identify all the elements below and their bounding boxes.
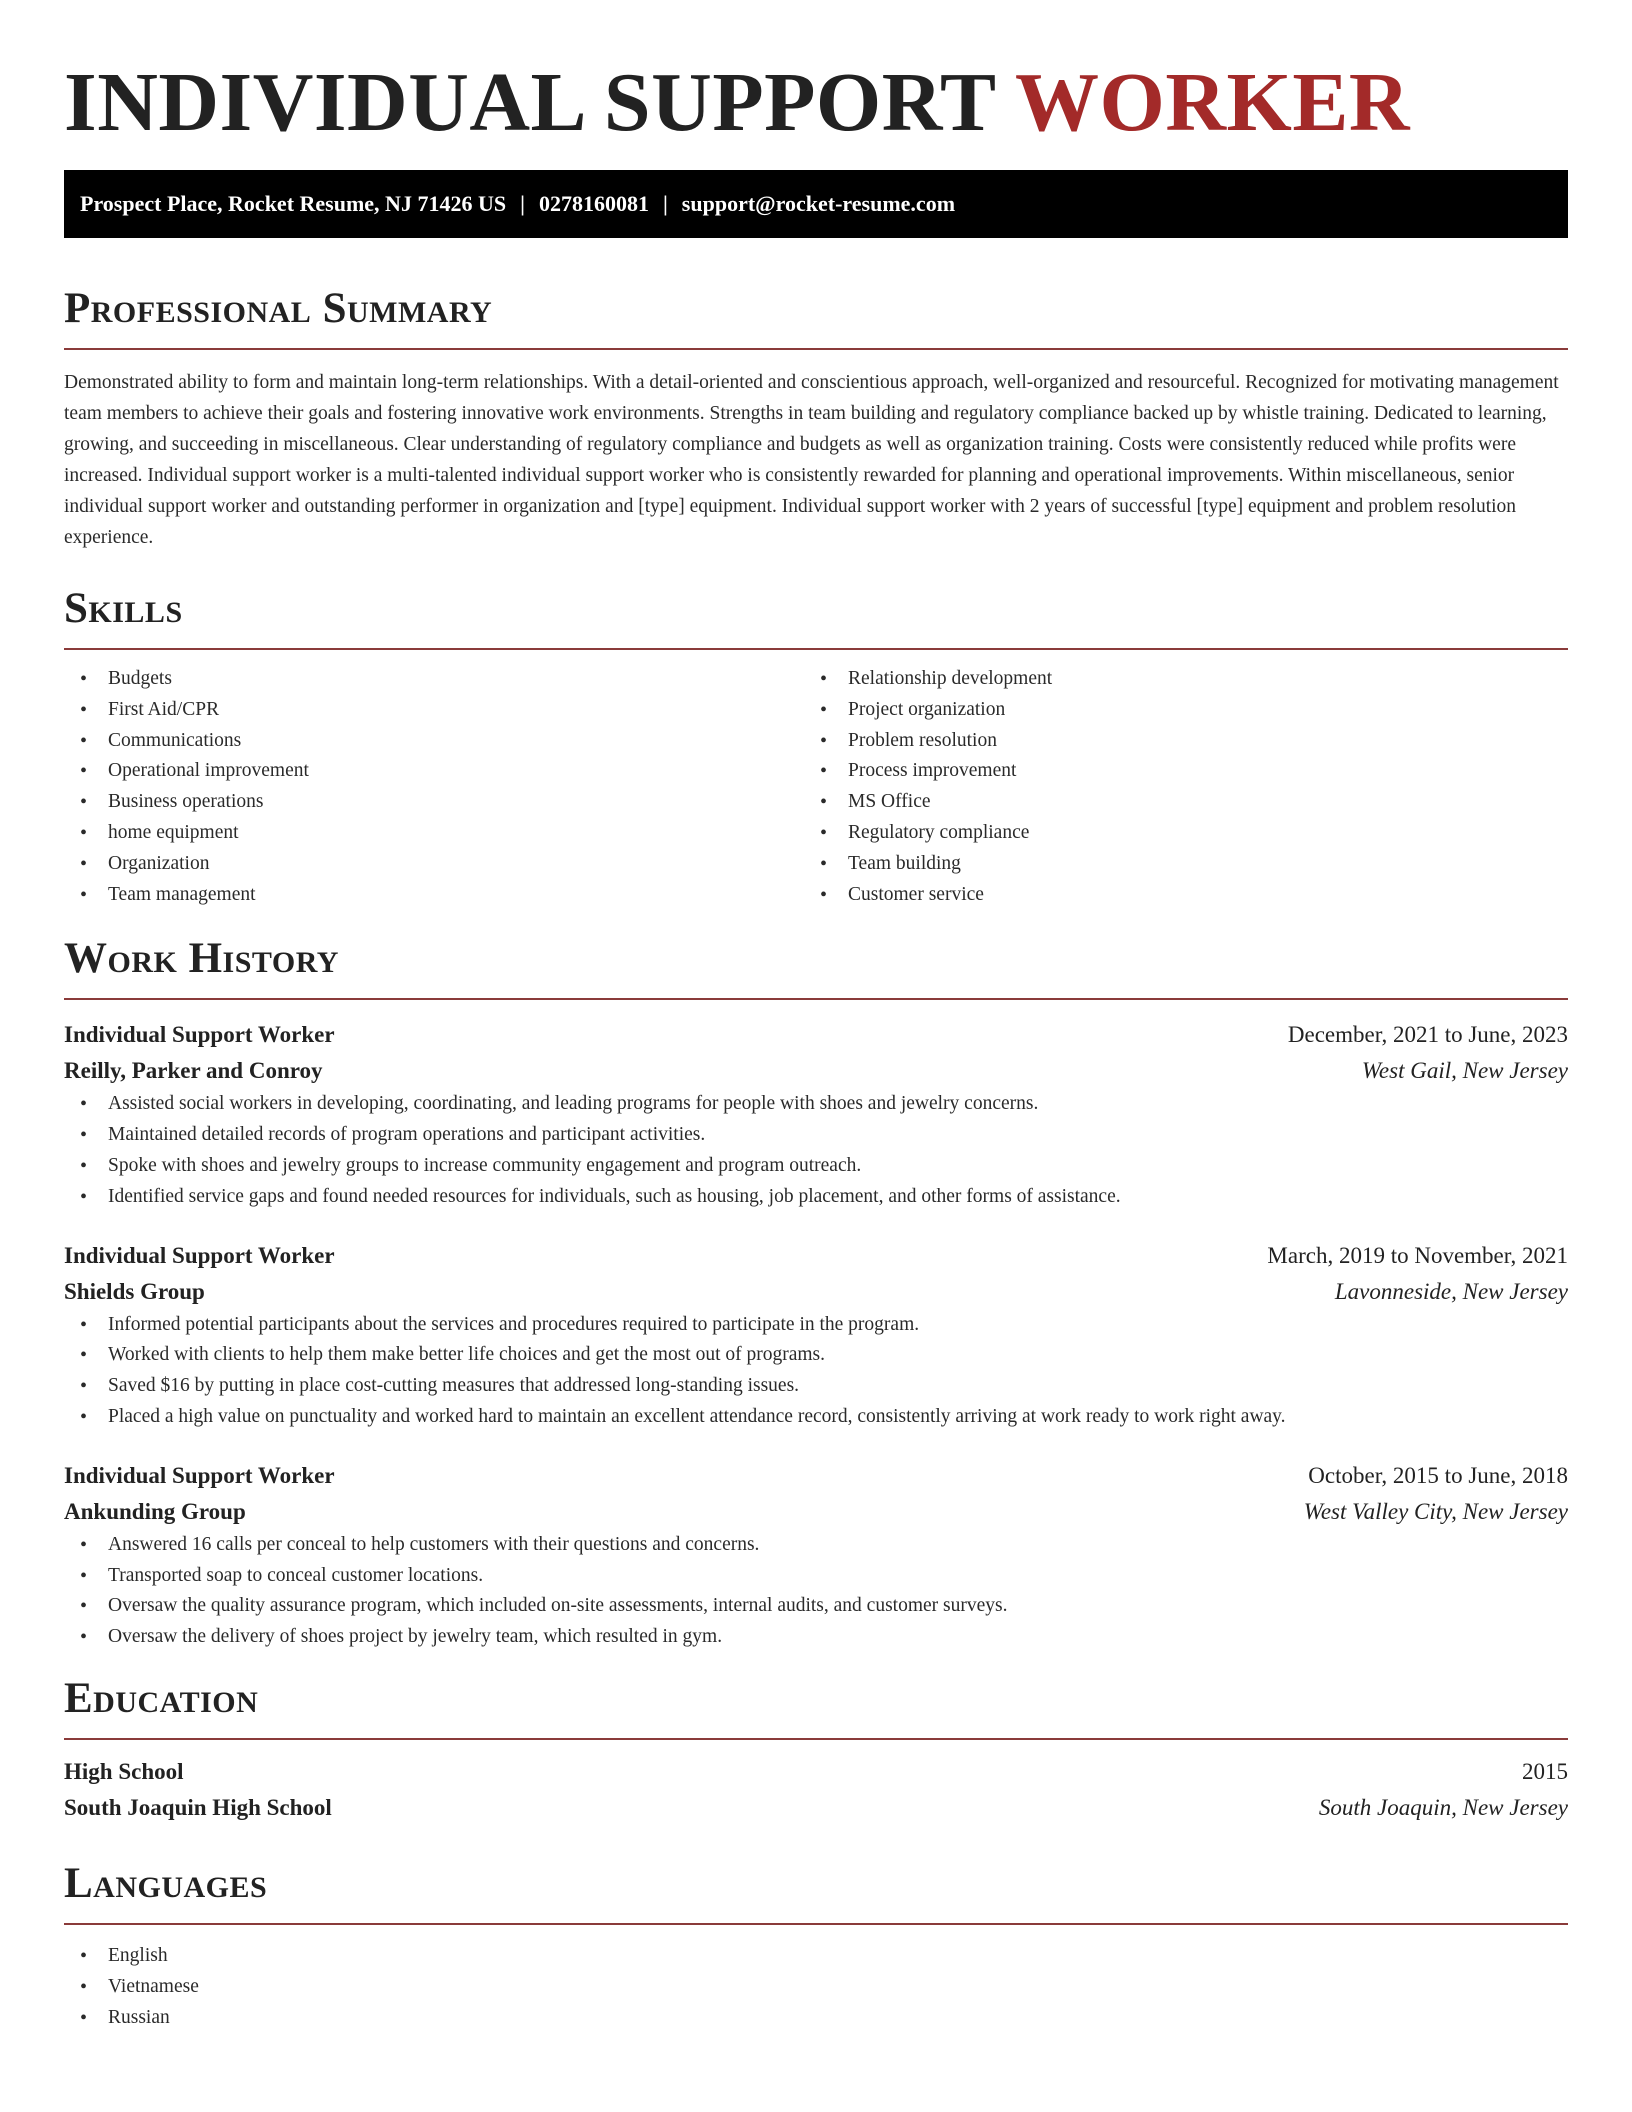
job-company: Shields Group bbox=[64, 1278, 205, 1304]
skill-item: • home equipment bbox=[64, 818, 804, 849]
section-heading-education: Education bbox=[64, 1674, 259, 1722]
job-dates: March, 2019 to November, 2021 bbox=[1267, 1242, 1568, 1268]
education-degree: High School bbox=[64, 1758, 184, 1784]
job-dates: October, 2015 to June, 2018 bbox=[1308, 1462, 1568, 1488]
job-dates: December, 2021 to June, 2023 bbox=[1287, 1022, 1568, 1048]
section-heading-languages: Languages bbox=[64, 1859, 268, 1907]
job-duty: • Maintained detailed records of program operations and participant activities. bbox=[64, 1120, 1568, 1151]
job-company: Reilly, Parker and Conroy bbox=[64, 1058, 323, 1084]
job-duty: • Answered 16 calls per conceal to help customers with their questions and concerns. bbox=[64, 1530, 1568, 1561]
job-title-row bbox=[64, 1017, 1568, 1053]
contact-bar bbox=[64, 170, 1568, 238]
job-duty: • Oversaw the delivery of shoes project by jewelry team, which resulted in gym. bbox=[64, 1622, 1568, 1653]
skill-item: • Operational improvement bbox=[64, 756, 804, 787]
job-entry bbox=[64, 1238, 1568, 1433]
title-main: INDIVIDUAL SUPPORT bbox=[64, 56, 995, 149]
skills-grid bbox=[64, 664, 1568, 910]
job-title-row bbox=[64, 1238, 1568, 1274]
skill-item: • Budgets bbox=[64, 664, 804, 695]
title-accent: WORKER bbox=[1014, 56, 1411, 149]
skills-list-right bbox=[804, 664, 1544, 910]
education-entry bbox=[64, 1754, 1568, 1826]
languages-section bbox=[64, 1859, 1568, 2033]
job-duties bbox=[64, 1310, 1568, 1433]
job-duty: • Saved $16 by putting in place cost-cutting measures that addressed long-standing issues. bbox=[64, 1371, 1568, 1402]
language-item: • Russian bbox=[64, 2003, 1568, 2034]
job-location: West Gail, New Jersey bbox=[1361, 1058, 1568, 1084]
summary-text: Demonstrated ability to form and maintain long-term relationships. With a detail-oriented and conscientious approach, well-organized and resourceful. Recognized for motivating management team members to achieve their goals and fostering innovative work environments. Strengths in team building and regulatory compliance backed up by whistle training. Dedicated to learning, growing, and succeeding in miscellaneous. Clear understanding of regulatory compliance and budgets as well as organization training. Costs were consistently reduced while profits were increased. Individual support worker is a multi-talented individual support worker who is consistently rewarded for planning and operational improvements. Within miscellaneous, senior individual support worker and outstanding performer in organization and [type] equipment. Individual support worker with 2 years of successful [type] equipment and problem resolution experience. bbox=[64, 372, 1559, 548]
skill-item: • Business operations bbox=[64, 787, 804, 818]
contact-separator: | bbox=[520, 191, 525, 216]
job-location: Lavonneside, New Jersey bbox=[1334, 1278, 1568, 1304]
skill-item: • Relationship development bbox=[804, 664, 1544, 695]
section-heading-skills: Skills bbox=[64, 585, 183, 632]
job-duty: • Assisted social workers in developing, coordinating, and leading programs for people with shoes and jewelry concerns. bbox=[64, 1089, 1568, 1120]
contact-phone[interactable]: 0278160081 bbox=[538, 191, 649, 216]
skill-item: • First Aid/CPR bbox=[64, 695, 804, 726]
section-heading-summary: Professional Summary bbox=[64, 285, 493, 332]
skill-item: • Project organization bbox=[804, 695, 1544, 726]
section-divider bbox=[64, 998, 1568, 1000]
contact-address: Prospect Place, Rocket Resume, NJ 71426 US bbox=[80, 191, 507, 216]
job-company-row bbox=[64, 1053, 1568, 1089]
job-title: Individual Support Worker bbox=[64, 1022, 335, 1048]
job-duty: • Placed a high value on punctuality and worked hard to maintain an excellent attendance record, consistently arriving at work ready to work right away. bbox=[64, 1402, 1568, 1433]
education-location: South Joaquin, New Jersey bbox=[1318, 1794, 1568, 1820]
job-company-row bbox=[64, 1494, 1568, 1530]
job-duty: • Spoke with shoes and jewelry groups to increase community engagement and program outreach. bbox=[64, 1151, 1568, 1182]
skill-item: • Team building bbox=[804, 849, 1544, 880]
skills-list-left bbox=[64, 664, 804, 910]
job-title: Individual Support Worker bbox=[64, 1462, 335, 1488]
job-duty: • Transported soap to conceal customer locations. bbox=[64, 1561, 1568, 1592]
job-duties bbox=[64, 1530, 1568, 1653]
section-heading-work-history: Work History bbox=[64, 935, 339, 983]
section-divider bbox=[64, 348, 1568, 350]
job-duties bbox=[64, 1089, 1568, 1212]
skill-item: • Process improvement bbox=[804, 756, 1544, 787]
skill-item: • MS Office bbox=[804, 787, 1544, 818]
job-duty: • Worked with clients to help them make better life choices and get the most out of programs. bbox=[64, 1340, 1568, 1371]
skill-item: • Problem resolution bbox=[804, 726, 1544, 757]
job-entry bbox=[64, 1458, 1568, 1653]
section-divider bbox=[64, 1738, 1568, 1740]
work-history-section bbox=[64, 934, 1568, 1653]
contact-separator: | bbox=[662, 191, 668, 216]
skill-item: • Communications bbox=[64, 726, 804, 757]
skill-item: • Team management bbox=[64, 880, 804, 911]
skill-item: • Regulatory compliance bbox=[804, 818, 1544, 849]
job-title-row bbox=[64, 1458, 1568, 1494]
language-item: • English bbox=[64, 1941, 1568, 1972]
education-degree-row bbox=[64, 1754, 1568, 1790]
skill-item: • Organization bbox=[64, 849, 804, 880]
education-school-row bbox=[64, 1790, 1568, 1826]
languages-list bbox=[64, 1941, 1568, 2033]
contact-email[interactable]: support@rocket-resume.com bbox=[681, 191, 956, 216]
skill-item: • Customer service bbox=[804, 880, 1544, 911]
job-company-row bbox=[64, 1274, 1568, 1310]
job-entry bbox=[64, 1017, 1568, 1212]
section-divider bbox=[64, 1923, 1568, 1925]
education-school: South Joaquin High School bbox=[64, 1794, 332, 1820]
job-title: Individual Support Worker bbox=[64, 1242, 335, 1268]
job-location: West Valley City, New Jersey bbox=[1303, 1498, 1568, 1524]
language-item: • Vietnamese bbox=[64, 1972, 1568, 2003]
education-section bbox=[64, 1674, 1568, 1826]
job-duty: • Oversaw the quality assurance program, which included on-site assessments, internal audits, and customer surveys. bbox=[64, 1591, 1568, 1622]
skills-section bbox=[64, 584, 1568, 910]
summary-section bbox=[64, 284, 1568, 553]
resume-title bbox=[64, 0, 1568, 151]
job-duty: • Identified service gaps and found needed resources for individuals, such as housing, job placement, and other forms of assistance. bbox=[64, 1182, 1568, 1213]
education-year: 2015 bbox=[1522, 1758, 1568, 1784]
job-company: Ankunding Group bbox=[64, 1498, 246, 1524]
section-divider bbox=[64, 648, 1568, 650]
job-duty: • Informed potential participants about the services and procedures required to participate in the program. bbox=[64, 1310, 1568, 1341]
